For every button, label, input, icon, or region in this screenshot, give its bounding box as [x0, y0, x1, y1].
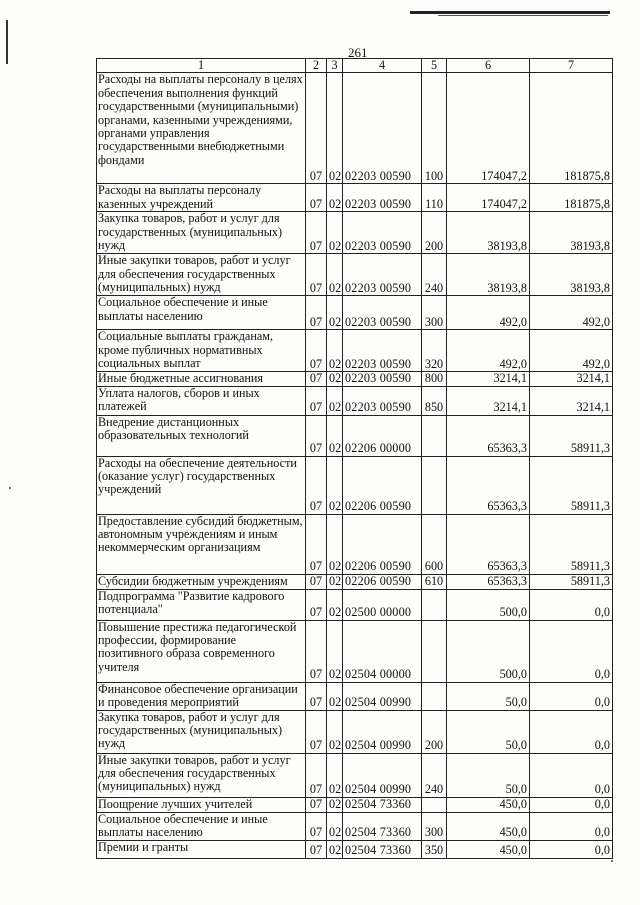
amount-col6: 500,0: [447, 620, 530, 682]
subsection-code: 02: [327, 456, 343, 514]
row-label: Повышение престижа педагогической профессии, формирование позитивного образа современного учителя: [97, 620, 306, 682]
amount-col6: 65363,3: [447, 574, 530, 589]
header-cell: 7: [530, 59, 613, 73]
table-row: [97, 456, 613, 514]
header-row: [97, 59, 613, 73]
amount-col7: 3214,1: [530, 372, 613, 386]
subsection-code: 02: [327, 184, 343, 212]
expense-type-code: [422, 682, 447, 710]
amount-col6: 450,0: [447, 812, 530, 840]
section-code: 07: [306, 386, 327, 415]
section-code: 07: [306, 753, 327, 797]
target-code: 02206 00590: [343, 574, 422, 589]
expense-type-code: [422, 456, 447, 514]
row-label: Финансовое обеспечение организации и проведения мероприятий: [97, 682, 306, 710]
section-code: 07: [306, 514, 327, 574]
target-code: 02504 73360: [343, 812, 422, 840]
table-row: [97, 330, 613, 372]
subsection-code: 02: [327, 574, 343, 589]
section-code: 07: [306, 372, 327, 386]
table-row: [97, 682, 613, 710]
subsection-code: 02: [327, 620, 343, 682]
row-label: Социальные выплаты гражданам, кроме публичных нормативных социальных выплат: [97, 330, 306, 372]
table-row: [97, 753, 613, 797]
subsection-code: 02: [327, 415, 343, 456]
table-row: [97, 73, 613, 184]
subsection-code: 02: [327, 330, 343, 372]
table-row: [97, 710, 613, 753]
expense-type-code: 320: [422, 330, 447, 372]
target-code: 02203 00590: [343, 254, 422, 296]
table-row: [97, 212, 613, 254]
expense-type-code: 240: [422, 753, 447, 797]
table-row: [97, 589, 613, 620]
section-code: 07: [306, 212, 327, 254]
target-code: 02206 00590: [343, 456, 422, 514]
amount-col7: 58911,3: [530, 415, 613, 456]
table-row: [97, 812, 613, 840]
budget-table: [96, 58, 613, 859]
expense-type-code: [422, 589, 447, 620]
amount-col7: 3214,1: [530, 386, 613, 415]
expense-type-code: 850: [422, 386, 447, 415]
target-code: 02203 00590: [343, 372, 422, 386]
amount-col7: 0,0: [530, 753, 613, 797]
amount-col7: 0,0: [530, 840, 613, 858]
table-row: [97, 415, 613, 456]
amount-col7: 0,0: [530, 589, 613, 620]
scan-speck: [9, 487, 11, 489]
amount-col6: 65363,3: [447, 514, 530, 574]
target-code: 02504 00000: [343, 620, 422, 682]
amount-col6: 3214,1: [447, 386, 530, 415]
row-label: Внедрение дистанционных образовательных технологий: [97, 415, 306, 456]
row-label: Иные бюджетные ассигнования: [97, 372, 306, 386]
amount-col6: 50,0: [447, 753, 530, 797]
section-code: 07: [306, 589, 327, 620]
section-code: 07: [306, 812, 327, 840]
table-row: [97, 840, 613, 858]
expense-type-code: [422, 415, 447, 456]
table-row: [97, 386, 613, 415]
amount-col6: 174047,2: [447, 73, 530, 184]
subsection-code: 02: [327, 682, 343, 710]
row-label: Подпрограмма "Развитие кадрового потенциала": [97, 589, 306, 620]
amount-col7: 0,0: [530, 620, 613, 682]
row-label: Уплата налогов, сборов и иных платежей: [97, 386, 306, 415]
row-label: Иные закупки товаров, работ и услуг для обеспечения государственных (муниципальных) нужд: [97, 753, 306, 797]
section-code: 07: [306, 184, 327, 212]
table-row: [97, 296, 613, 330]
header-cell: 4: [343, 59, 422, 73]
expense-type-code: 240: [422, 254, 447, 296]
subsection-code: 02: [327, 589, 343, 620]
row-label: Премии и гранты: [97, 840, 306, 858]
amount-col6: 174047,2: [447, 184, 530, 212]
section-code: 07: [306, 574, 327, 589]
section-code: 07: [306, 840, 327, 858]
amount-col6: 492,0: [447, 330, 530, 372]
expense-type-code: 300: [422, 296, 447, 330]
scan-rule: [438, 15, 608, 16]
target-code: 02504 73360: [343, 840, 422, 858]
subsection-code: 02: [327, 753, 343, 797]
row-label: Предоставление субсидий бюджетным, автономным учреждениям и иным некоммерческим организациям: [97, 514, 306, 574]
target-code: 02206 00000: [343, 415, 422, 456]
section-code: 07: [306, 415, 327, 456]
row-label: Социальное обеспечение и иные выплаты населению: [97, 812, 306, 840]
subsection-code: 02: [327, 386, 343, 415]
row-label: Закупка товаров, работ и услуг для государственных (муниципальных) нужд: [97, 212, 306, 254]
amount-col6: 450,0: [447, 797, 530, 812]
section-code: 07: [306, 254, 327, 296]
table-row: [97, 514, 613, 574]
section-code: 07: [306, 456, 327, 514]
expense-type-code: [422, 797, 447, 812]
amount-col6: 65363,3: [447, 415, 530, 456]
header-cell: 3: [327, 59, 343, 73]
target-code: 02203 00590: [343, 330, 422, 372]
section-code: 07: [306, 797, 327, 812]
scan-speck: [611, 860, 613, 862]
expense-type-code: 200: [422, 710, 447, 753]
section-code: 07: [306, 330, 327, 372]
subsection-code: 02: [327, 372, 343, 386]
page-number: 261: [348, 45, 368, 60]
amount-col7: 38193,8: [530, 212, 613, 254]
table-row: [97, 372, 613, 386]
expense-type-code: [422, 620, 447, 682]
amount-col7: 492,0: [530, 296, 613, 330]
expense-type-code: 100: [422, 73, 447, 184]
amount-col7: 0,0: [530, 710, 613, 753]
target-code: 02203 00590: [343, 212, 422, 254]
subsection-code: 02: [327, 797, 343, 812]
target-code: 02500 00000: [343, 589, 422, 620]
table-row: [97, 797, 613, 812]
amount-col7: 181875,8: [530, 184, 613, 212]
header-cell: 1: [97, 59, 306, 73]
amount-col7: 58911,3: [530, 456, 613, 514]
subsection-code: 02: [327, 514, 343, 574]
amount-col6: 450,0: [447, 840, 530, 858]
subsection-code: 02: [327, 73, 343, 184]
amount-col7: 492,0: [530, 330, 613, 372]
amount-col7: 38193,8: [530, 254, 613, 296]
expense-type-code: 200: [422, 212, 447, 254]
target-code: 02203 00590: [343, 184, 422, 212]
target-code: 02504 73360: [343, 797, 422, 812]
header-cell: 5: [422, 59, 447, 73]
scan-rule: [410, 11, 610, 14]
amount-col7: 181875,8: [530, 73, 613, 184]
amount-col7: 58911,3: [530, 574, 613, 589]
subsection-code: 02: [327, 296, 343, 330]
section-code: 07: [306, 620, 327, 682]
row-label: Закупка товаров, работ и услуг для государственных (муниципальных) нужд: [97, 710, 306, 753]
amount-col6: 50,0: [447, 710, 530, 753]
subsection-code: 02: [327, 212, 343, 254]
amount-col6: 38193,8: [447, 212, 530, 254]
subsection-code: 02: [327, 812, 343, 840]
expense-type-code: 300: [422, 812, 447, 840]
amount-col7: 0,0: [530, 682, 613, 710]
table-row: [97, 254, 613, 296]
target-code: 02504 00990: [343, 710, 422, 753]
header-cell: 6: [447, 59, 530, 73]
target-code: 02203 00590: [343, 296, 422, 330]
table-row: [97, 184, 613, 212]
binding-mark: [6, 20, 8, 64]
amount-col6: 492,0: [447, 296, 530, 330]
header-cell: 2: [306, 59, 327, 73]
target-code: 02504 00990: [343, 753, 422, 797]
subsection-code: 02: [327, 840, 343, 858]
row-label: Расходы на обеспечение деятельности (оказание услуг) государственных учреждений: [97, 456, 306, 514]
amount-col7: 0,0: [530, 797, 613, 812]
expense-type-code: 600: [422, 514, 447, 574]
expense-type-code: 610: [422, 574, 447, 589]
section-code: 07: [306, 73, 327, 184]
row-label: Социальное обеспечение и иные выплаты населению: [97, 296, 306, 330]
amount-col7: 0,0: [530, 812, 613, 840]
table-row: [97, 620, 613, 682]
expense-type-code: 110: [422, 184, 447, 212]
section-code: 07: [306, 710, 327, 753]
target-code: 02504 00990: [343, 682, 422, 710]
table-row: [97, 574, 613, 589]
amount-col7: 58911,3: [530, 514, 613, 574]
target-code: 02206 00590: [343, 514, 422, 574]
amount-col6: 3214,1: [447, 372, 530, 386]
row-label: Расходы на выплаты персоналу в целях обеспечения выполнения функций государственными (муниципальными) органами, казенными учреждениями, органами управления государственными внебюджетными фондами: [97, 73, 306, 184]
subsection-code: 02: [327, 254, 343, 296]
target-code: 02203 00590: [343, 73, 422, 184]
row-label: Расходы на выплаты персоналу казенных учреждений: [97, 184, 306, 212]
subsection-code: 02: [327, 710, 343, 753]
amount-col6: 38193,8: [447, 254, 530, 296]
target-code: 02203 00590: [343, 386, 422, 415]
section-code: 07: [306, 296, 327, 330]
row-label: Поощрение лучших учителей: [97, 797, 306, 812]
expense-type-code: 800: [422, 372, 447, 386]
row-label: Субсидии бюджетным учреждениям: [97, 574, 306, 589]
row-label: Иные закупки товаров, работ и услуг для обеспечения государственных (муниципальных) нужд: [97, 254, 306, 296]
expense-type-code: 350: [422, 840, 447, 858]
amount-col6: 65363,3: [447, 456, 530, 514]
amount-col6: 50,0: [447, 682, 530, 710]
section-code: 07: [306, 682, 327, 710]
amount-col6: 500,0: [447, 589, 530, 620]
